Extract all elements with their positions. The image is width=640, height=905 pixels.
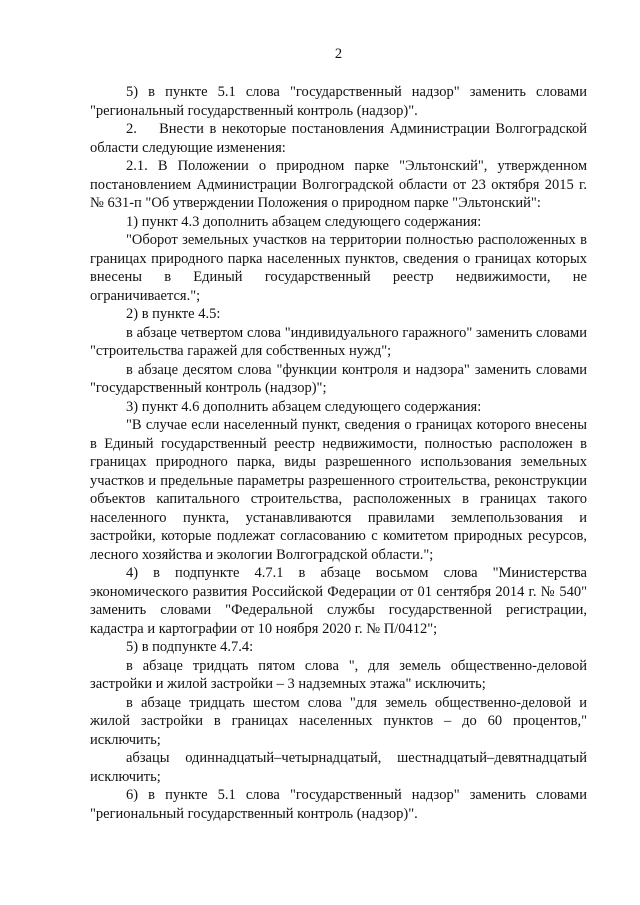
paragraph: абзацы одиннадцатый–четырнадцатый, шестнадцатый–девятнадцатый исключить; (90, 750, 587, 785)
page-number: 2 (334, 46, 343, 62)
paragraph: 3) пункт 4.6 дополнить абзацем следующего содержания: (126, 398, 482, 415)
paragraph: в абзаце тридцать шестом слова "для земель общественно-деловой и жилой застройки в границах населенных пунктов – до 60 процентов," исключить; (90, 694, 587, 748)
paragraph: 6) в пункте 5.1 слова "государственный надзор" заменить словами "региональный государственный контроль (надзор)". (90, 787, 587, 822)
paragraph: 1) пункт 4.3 дополнить абзацем следующего содержания: (126, 213, 482, 230)
paragraph: 5) в подпункте 4.7.4: (126, 639, 254, 655)
paragraph: 2.1. В Положении о природном парке "Эльтонский", утвержденном постановлением Администрации Волгоградской области от 23 октября 2015 г. № 631-п "Об утверждении Положения о природном парке "Эльтонский": (90, 158, 587, 211)
paragraph: в абзаце десятом слова "функции контроля и надзора" заменить словами "государственный контроль (надзор)"; (90, 361, 587, 396)
paragraph: 2) в пункте 4.5: (126, 306, 221, 322)
paragraph: в абзаце четвертом слова "индивидуального гаражного" заменить словами "строительства гаражей для собственных нужд"; (90, 324, 587, 359)
paragraph: 2. Внести в некоторые постановления Администрации Волгоградской области следующие изменения: (90, 121, 587, 156)
paragraph: 4) в подпункте 4.7.1 в абзаце восьмом слова "Министерства экономического развития Российской Федерации от 01 сентября 2014 г. № 540" заменить словами "Федеральной службы государственной регистрации, кадастра и картографии от 10 ноября 2020 г. № П/0412"; (90, 565, 587, 637)
paragraph: в абзаце тридцать пятом слова ", для земель общественно-деловой застройки и жилой застройки – 3 надземных этажа" исключить; (90, 657, 587, 692)
document-body (90, 83, 587, 823)
paragraph: 5) в пункте 5.1 слова "государственный надзор" заменить словами "региональный государственный контроль (надзор)". (90, 84, 587, 119)
paragraph: "В случае если населенный пункт, сведения о границах которого внесены в Единый государственный реестр недвижимости, полностью расположен в границах природного парка, виды разрешенного использования земельных участков и предельные параметры разрешенного строительства, реконструкции объектов капитального строительства, расположенных в границах такого населенного пункта, устанавливаются правилами землепользования и застройки, которые подлежат согласованию с комитетом природных ресурсов, лесного хозяйства и экологии Волгоградской области."; (90, 417, 587, 563)
paragraph: "Оборот земельных участков на территории полностью расположенных в границах природного парка населенных пунктов, сведения о границах которых внесены в Единый государственный реестр недвижимости, не ограничивается."; (90, 232, 587, 304)
